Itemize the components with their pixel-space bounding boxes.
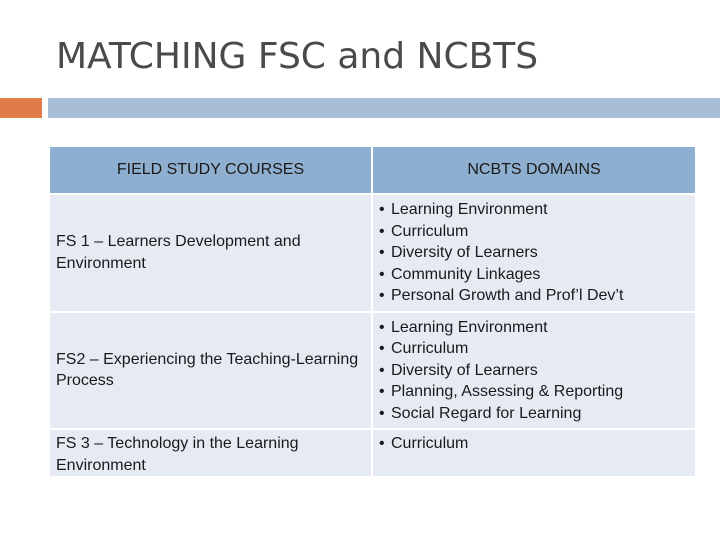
domain-list [373, 195, 695, 311]
domains-cell [372, 312, 696, 430]
domain-item: • Curriculum [379, 433, 689, 455]
domain-item: • Curriculum [379, 221, 689, 243]
course-cell [49, 429, 372, 477]
course-cell [49, 312, 372, 430]
table-row [49, 429, 696, 477]
course-name: FS 1 – Learners Development and Environment [56, 233, 301, 272]
domain-item: • Diversity of Learners [379, 242, 689, 264]
accent-bar-blue [48, 98, 720, 118]
matching-table [48, 145, 697, 478]
domain-item: • Planning, Assessing & Reporting [379, 381, 689, 403]
table-row [49, 312, 696, 430]
domain-item: • Curriculum [379, 338, 689, 360]
domain-item: • Learning Environment [379, 317, 689, 339]
header-field-study-courses: FIELD STUDY COURSES [49, 146, 372, 194]
domain-item: • Diversity of Learners [379, 360, 689, 382]
domains-cell [372, 194, 696, 312]
table-header-row [49, 146, 696, 194]
domain-item: • Social Regard for Learning [379, 403, 689, 425]
course-cell [49, 194, 372, 312]
accent-bar-orange [0, 98, 42, 118]
header-ncbts-domains: NCBTS DOMAINS [372, 146, 696, 194]
domain-list [373, 430, 695, 459]
domain-item: • Community Linkages [379, 264, 689, 286]
domains-cell [372, 429, 696, 477]
domain-item: • Personal Growth and Prof’l Dev’t [379, 285, 689, 307]
slide-title: MATCHING FSC and NCBTS [56, 36, 539, 77]
course-name: FS2 – Experiencing the Teaching-Learning Process [56, 350, 359, 390]
course-name: FS 3 – Technology in the Learning Environment [56, 435, 299, 474]
domain-list [373, 313, 695, 429]
domain-item: • Learning Environment [379, 199, 689, 221]
table-row [49, 194, 696, 312]
